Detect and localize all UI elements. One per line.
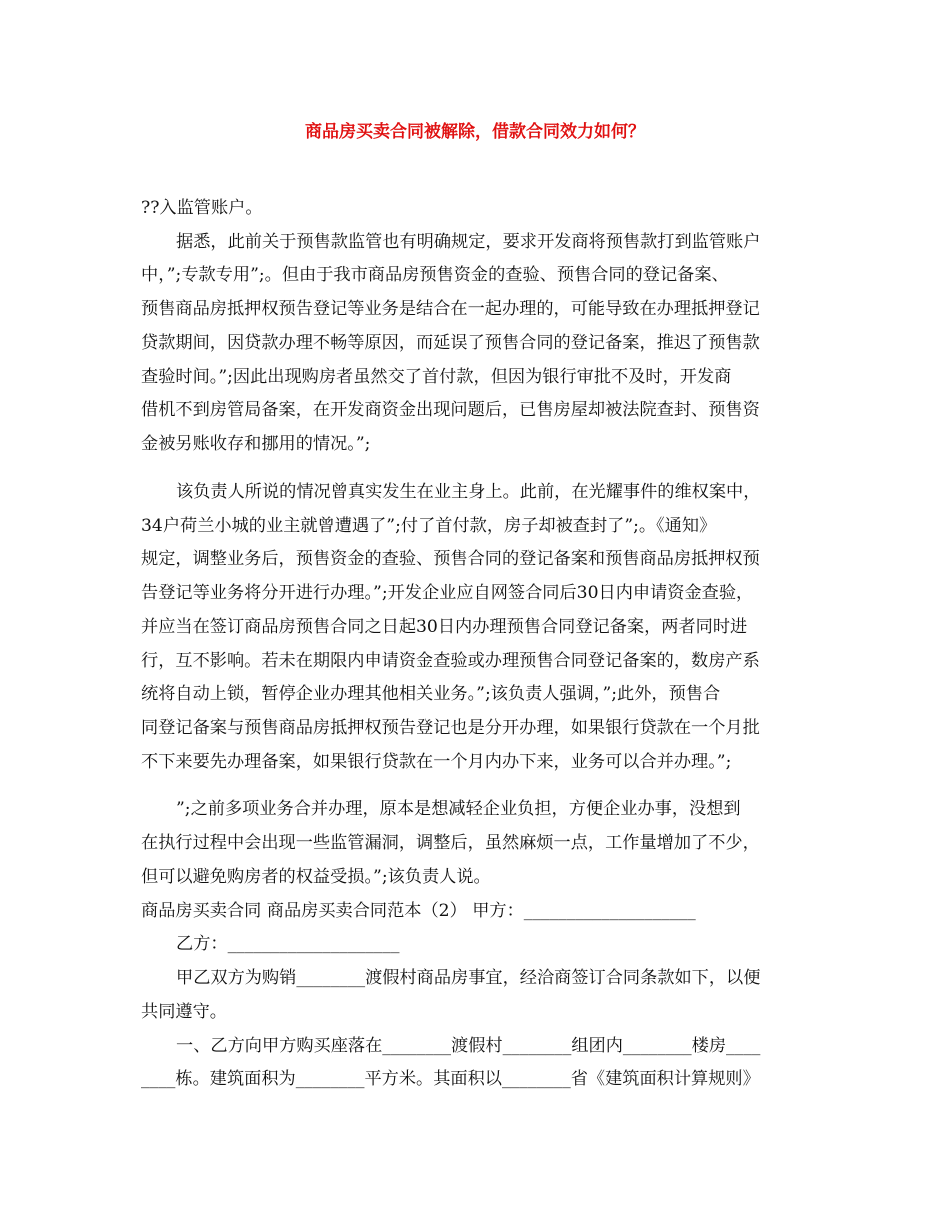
text-line: 一、乙方向甲方购买座落在________渡假村________组团内________楼房____	[176, 1036, 761, 1056]
text-line: 中，”;专款专用”;。但由于我市商品房预售资金的查验、预售合同的登记备案、	[141, 265, 729, 285]
text-line: 并应当在签订商品房预售合同之日起30日内办理预售合同登记备案，两者同时进	[141, 617, 748, 637]
document-title: 商品房买卖合同被解除，借款合同效力如何？	[305, 122, 645, 142]
text-line: 在执行过程中会出现一些监管漏洞，调整后，虽然麻烦一点，工作量增加了不少，	[141, 833, 760, 853]
text-line: 统将自动上锁，暂停企业办理其他相关业务。”;该负责人强调，”;此外，预售合	[141, 684, 721, 704]
text-line: 金被另账收存和挪用的情况。”;	[141, 434, 371, 454]
text-line: ____栋。建筑面积为________平方米。其面积以________省《建筑面积计算规则》	[141, 1069, 760, 1089]
text-line: 规定，调整业务后，预售资金的查验、预售合同的登记备案和预售商品房抵押权预	[141, 549, 760, 569]
text-line: 查验时间。”;因此出现购房者虽然交了首付款，但因为银行审批不及时，开发商	[141, 367, 732, 387]
text-line: 该负责人所说的情况曾真实发生在业主身上。此前，在光耀事件的维权案中，	[176, 482, 761, 502]
text-line: 商品房买卖合同 商品房买卖合同范本（2） 甲方：____________________	[141, 901, 696, 921]
text-line: 告登记等业务将分开进行办理。”;开发企业应自网签合同后30日内申请资金查验，	[141, 583, 754, 603]
text-line: 甲乙双方为购销________渡假村商品房事宜，经洽商签订合同条款如下，以便	[176, 968, 761, 988]
text-line: 同登记备案与预售商品房抵押权预告登记也是分开办理，如果银行贷款在一个月批	[141, 718, 760, 738]
text-line: ”;之前多项业务合并办理，原本是想减轻企业负担，方便企业办事，没想到	[176, 799, 741, 819]
text-line: 借机不到房管局备案，在开发商资金出现问题后，已售房屋却被法院查封、预售资	[141, 400, 760, 420]
text-line: 贷款期间，因贷款办理不畅等原因，而延误了预售合同的登记备案，推迟了预售款	[141, 333, 760, 353]
text-line: ??入监管账户。	[141, 198, 263, 218]
text-line: 据悉，此前关于预售款监管也有明确规定，要求开发商将预售款打到监管账户	[176, 232, 761, 252]
text-line: 共同遵守。	[141, 1002, 227, 1022]
text-line: 预售商品房抵押权预告登记等业务是结合在一起办理的，可能导致在办理抵押登记	[141, 299, 760, 319]
text-line: 但可以避免购房者的权益受损。”;该负责人说。	[141, 867, 491, 887]
text-line: 不下来要先办理备案，如果银行贷款在一个月内办下来，业务可以合并办理。”;	[141, 752, 732, 772]
text-line: 34户荷兰小城的业主就曾遭遇了”;付了首付款，房子却被查封了”;。《通知》	[141, 516, 717, 536]
text-line: 行，互不影响。若未在期限内申请资金查验或办理预售合同登记备案的，数房产系	[141, 651, 760, 671]
text-line: 乙方：____________________	[176, 934, 400, 954]
